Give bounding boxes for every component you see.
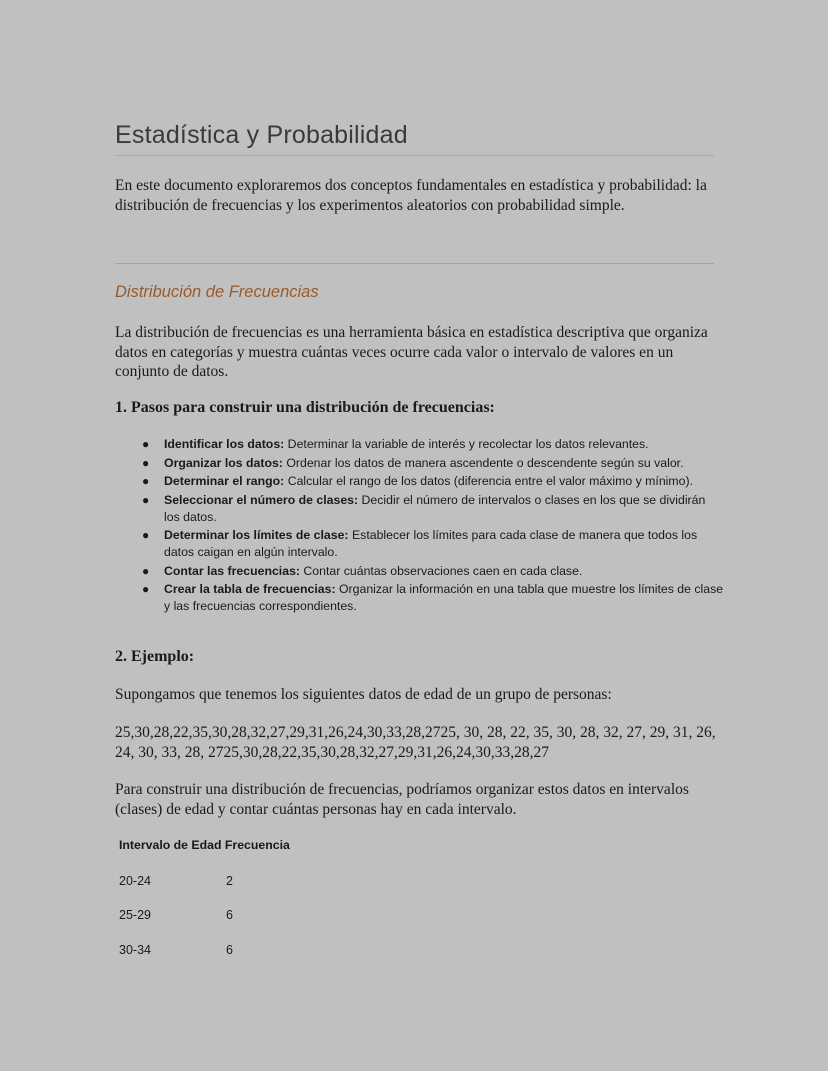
step-label: Organizar los datos: xyxy=(164,455,283,470)
step-label: Identificar los datos: xyxy=(164,437,285,451)
bullet-icon: ● xyxy=(142,563,150,578)
interval-cell: 30-34 xyxy=(119,943,151,957)
step-label: Determinar el rango: xyxy=(164,474,285,488)
section-intro-paragraph: La distribución de frecuencias es una herramienta básica en estadística descriptiva que organiza datos en categorías y muestra cuántas veces ocurre cada valor o intervalo de valores en un conjunto de datos. xyxy=(115,324,708,380)
document-title: Estadística y Probabilidad xyxy=(115,121,408,149)
steps-heading: 1. Pasos para construir una distribución de frecuencias: xyxy=(115,399,495,416)
step-text: Organizar la información en una tabla que muestre los límites de clase y las frecuencias correspondientes. xyxy=(164,582,724,613)
table-row xyxy=(119,908,233,922)
frequency-cell: 2 xyxy=(226,874,233,888)
example-intro-paragraph: Supongamos que tenemos los siguientes datos de edad de un grupo de personas: xyxy=(115,686,612,703)
table-row xyxy=(119,943,233,957)
step-label: Crear la tabla de frecuencias: xyxy=(164,582,336,596)
section-divider xyxy=(115,263,714,264)
step-text: Determinar la variable de interés y recolectar los datos relevantes. xyxy=(284,437,649,451)
bullet-icon: ● xyxy=(142,492,150,507)
step-label: Seleccionar el número de clases: xyxy=(164,492,359,507)
frequency-cell: 6 xyxy=(226,908,233,922)
bullet-icon: ● xyxy=(142,474,150,488)
interval-cell: 25-29 xyxy=(119,908,151,922)
example-heading: 2. Ejemplo: xyxy=(115,648,195,665)
step-label: Determinar los límites de clase: xyxy=(164,528,349,542)
interval-cell: 20-24 xyxy=(119,874,151,888)
list-item xyxy=(142,455,724,472)
step-label: Contar las frecuencias: xyxy=(164,563,300,578)
section-heading: Distribución de Frecuencias xyxy=(115,283,319,301)
step-text: Ordenar los datos de manera ascendente o descendente según su valor. xyxy=(282,455,684,470)
step-text: Calcular el rango de los datos (diferencia entre el valor máximo y mínimo). xyxy=(284,474,693,488)
title-underline xyxy=(115,155,714,156)
data-values-paragraph: 25,30,28,22,35,30,28,32,27,29,31,26,24,30,33,28,2725, 30, 28, 22, 35, 30, 28, 32, 27, 29, 31, 26, 24, 30, 33, 28, 2725,30,28,22,35,30,28,32,27,29,31,26,24,30,33,28,27 xyxy=(115,724,716,761)
steps-list xyxy=(142,436,724,617)
list-item xyxy=(142,492,724,526)
list-item xyxy=(142,436,724,453)
frequency-table-header: Intervalo de Edad Frecuencia xyxy=(119,838,290,852)
step-text: Decidir el número de intervalos o clases en los que se dividirán los datos. xyxy=(164,492,706,524)
list-item xyxy=(142,527,724,561)
step-text: Establecer los límites para cada clase de manera que todos los datos caigan en algún intervalo. xyxy=(164,528,698,559)
intro-paragraph: En este documento exploraremos dos conceptos fundamentales en estadística y probabilidad: la distribución de frecuencias y los experimentos aleatorios con probabilidad simple. xyxy=(115,177,707,214)
bullet-icon: ● xyxy=(142,582,150,596)
bullet-icon: ● xyxy=(142,455,150,470)
list-item xyxy=(142,563,724,580)
bullet-icon: ● xyxy=(142,528,150,542)
table-row xyxy=(119,874,233,888)
example-paragraph: Para construir una distribución de frecuencias, podríamos organizar estos datos en intervalos (clases) de edad y contar cuántas personas hay en cada intervalo. xyxy=(115,781,689,818)
list-item xyxy=(142,581,724,615)
list-item xyxy=(142,473,724,490)
bullet-icon: ● xyxy=(142,437,150,451)
step-text: Contar cuántas observaciones caen en cada clase. xyxy=(300,563,583,578)
frequency-cell: 6 xyxy=(226,943,233,957)
